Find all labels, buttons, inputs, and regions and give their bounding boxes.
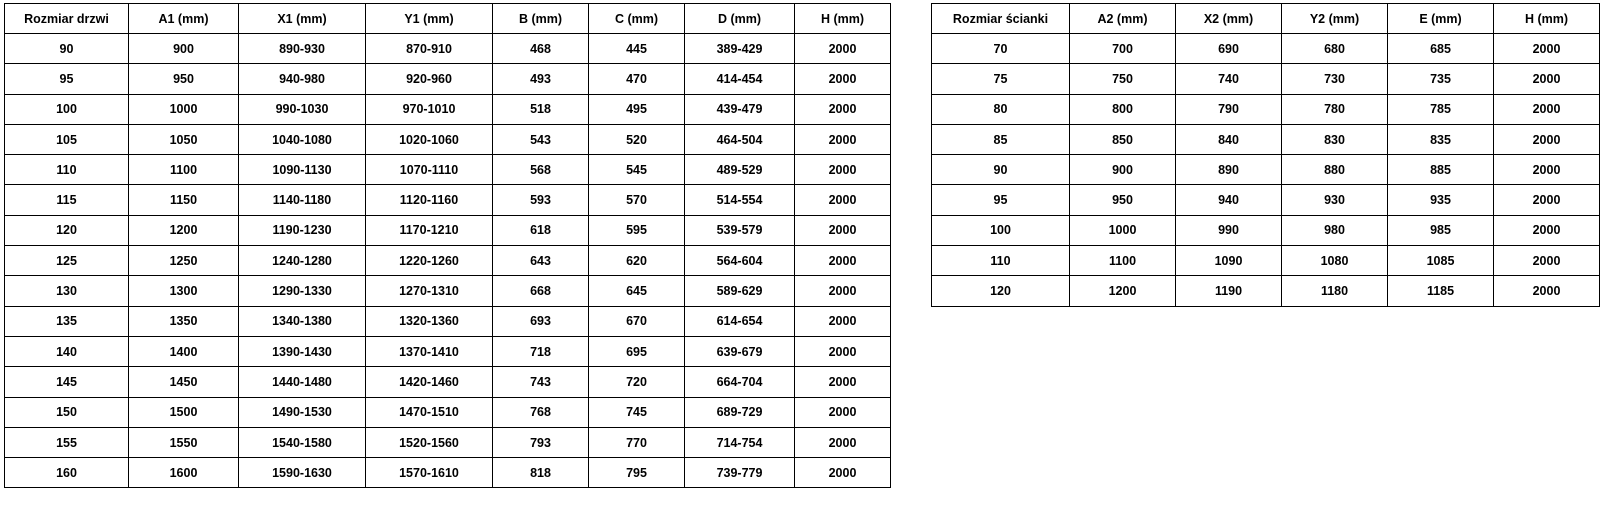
table-cell: 1550 (129, 427, 239, 457)
table-cell: 464-504 (685, 124, 795, 154)
table-cell: 714-754 (685, 427, 795, 457)
table-cell: 1340-1380 (239, 306, 366, 336)
column-header: D (mm) (685, 4, 795, 34)
table-cell: 2000 (795, 215, 891, 245)
table-cell: 1520-1560 (366, 427, 493, 457)
table-cell: 920-960 (366, 64, 493, 94)
table-cell: 1500 (129, 397, 239, 427)
table-cell: 115 (5, 185, 129, 215)
table-cell: 470 (589, 64, 685, 94)
table-cell: 1090-1130 (239, 155, 366, 185)
table-cell: 80 (932, 94, 1070, 124)
table-cell: 870-910 (366, 34, 493, 64)
table-cell: 1270-1310 (366, 276, 493, 306)
table-cell: 2000 (795, 306, 891, 336)
table-cell: 690 (1176, 34, 1282, 64)
column-header: Rozmiar ścianki (932, 4, 1070, 34)
table-cell: 2000 (795, 64, 891, 94)
table-cell: 1570-1610 (366, 458, 493, 488)
table-cell: 680 (1282, 34, 1388, 64)
table-row (5, 34, 891, 64)
table-cell: 1220-1260 (366, 246, 493, 276)
table-cell: 1020-1060 (366, 124, 493, 154)
table-cell: 768 (493, 397, 589, 427)
table-cell: 818 (493, 458, 589, 488)
table-cell: 685 (1388, 34, 1494, 64)
table-cell: 1090 (1176, 246, 1282, 276)
table-cell: 545 (589, 155, 685, 185)
walls-dimensions-table-container (931, 3, 1600, 307)
table-cell: 1390-1430 (239, 336, 366, 366)
table-cell: 2000 (795, 276, 891, 306)
table-header-row (5, 4, 891, 34)
table-cell: 1450 (129, 367, 239, 397)
table-row (5, 155, 891, 185)
walls-dimensions-table (931, 3, 1600, 307)
table-cell: 493 (493, 64, 589, 94)
table-cell: 693 (493, 306, 589, 336)
table-cell: 1040-1080 (239, 124, 366, 154)
table-cell: 700 (1070, 34, 1176, 64)
table-cell: 1400 (129, 336, 239, 366)
table-row (5, 367, 891, 397)
table-cell: 2000 (795, 458, 891, 488)
table-cell: 668 (493, 276, 589, 306)
table-cell: 568 (493, 155, 589, 185)
table-header-row (932, 4, 1600, 34)
table-row (5, 427, 891, 457)
table-row (5, 397, 891, 427)
column-header: Y1 (mm) (366, 4, 493, 34)
table-cell: 2000 (1494, 124, 1600, 154)
table-cell: 880 (1282, 155, 1388, 185)
table-cell: 890 (1176, 155, 1282, 185)
table-cell: 155 (5, 427, 129, 457)
table-cell: 750 (1070, 64, 1176, 94)
table-cell: 1185 (1388, 276, 1494, 306)
table-cell: 1370-1410 (366, 336, 493, 366)
table-cell: 2000 (1494, 215, 1600, 245)
table-cell: 105 (5, 124, 129, 154)
table-row (5, 246, 891, 276)
column-header: A2 (mm) (1070, 4, 1176, 34)
column-header: A1 (mm) (129, 4, 239, 34)
table-cell: 1070-1110 (366, 155, 493, 185)
column-header: X2 (mm) (1176, 4, 1282, 34)
table-cell: 1320-1360 (366, 306, 493, 336)
table-cell: 90 (932, 155, 1070, 185)
table-cell: 1180 (1282, 276, 1388, 306)
table-cell: 2000 (795, 246, 891, 276)
table-cell: 740 (1176, 64, 1282, 94)
table-cell: 468 (493, 34, 589, 64)
table-cell: 90 (5, 34, 129, 64)
table-cell: 145 (5, 367, 129, 397)
table-cell: 614-654 (685, 306, 795, 336)
table-cell: 1190 (1176, 276, 1282, 306)
table-cell: 800 (1070, 94, 1176, 124)
table-cell: 2000 (1494, 34, 1600, 64)
table-cell: 1600 (129, 458, 239, 488)
table-cell: 110 (932, 246, 1070, 276)
doors-table-body (5, 34, 891, 488)
table-cell: 950 (129, 64, 239, 94)
table-cell: 414-454 (685, 64, 795, 94)
table-cell: 793 (493, 427, 589, 457)
table-cell: 1440-1480 (239, 367, 366, 397)
table-cell: 1190-1230 (239, 215, 366, 245)
table-cell: 790 (1176, 94, 1282, 124)
table-cell: 1170-1210 (366, 215, 493, 245)
walls-table-header (932, 4, 1600, 34)
table-cell: 2000 (1494, 94, 1600, 124)
table-cell: 160 (5, 458, 129, 488)
table-cell: 2000 (795, 367, 891, 397)
table-row (5, 185, 891, 215)
table-cell: 570 (589, 185, 685, 215)
table-cell: 2000 (795, 34, 891, 64)
table-row (932, 64, 1600, 94)
table-row (5, 336, 891, 366)
table-cell: 620 (589, 246, 685, 276)
table-cell: 2000 (795, 185, 891, 215)
column-header: Y2 (mm) (1282, 4, 1388, 34)
table-cell: 100 (5, 94, 129, 124)
table-cell: 1000 (129, 94, 239, 124)
table-cell: 514-554 (685, 185, 795, 215)
table-cell: 950 (1070, 185, 1176, 215)
table-cell: 930 (1282, 185, 1388, 215)
table-cell: 2000 (1494, 64, 1600, 94)
table-cell: 595 (589, 215, 685, 245)
table-row (932, 155, 1600, 185)
table-cell: 130 (5, 276, 129, 306)
table-cell: 1350 (129, 306, 239, 336)
table-cell: 850 (1070, 124, 1176, 154)
table-row (5, 306, 891, 336)
table-row (5, 94, 891, 124)
table-cell: 1200 (129, 215, 239, 245)
table-cell: 95 (5, 64, 129, 94)
table-cell: 1290-1330 (239, 276, 366, 306)
table-cell: 785 (1388, 94, 1494, 124)
table-cell: 743 (493, 367, 589, 397)
table-cell: 2000 (795, 397, 891, 427)
table-cell: 120 (932, 276, 1070, 306)
column-header: E (mm) (1388, 4, 1494, 34)
table-cell: 150 (5, 397, 129, 427)
table-cell: 1590-1630 (239, 458, 366, 488)
table-cell: 745 (589, 397, 685, 427)
table-cell: 735 (1388, 64, 1494, 94)
table-row (932, 276, 1600, 306)
table-cell: 718 (493, 336, 589, 366)
walls-table-body (932, 34, 1600, 307)
table-cell: 110 (5, 155, 129, 185)
table-cell: 940 (1176, 185, 1282, 215)
column-header: Rozmiar drzwi (5, 4, 129, 34)
table-cell: 593 (493, 185, 589, 215)
doors-dimensions-table (4, 3, 891, 488)
table-row (5, 276, 891, 306)
table-cell: 1470-1510 (366, 397, 493, 427)
table-cell: 940-980 (239, 64, 366, 94)
column-header: B (mm) (493, 4, 589, 34)
table-cell: 840 (1176, 124, 1282, 154)
table-cell: 985 (1388, 215, 1494, 245)
table-cell: 564-604 (685, 246, 795, 276)
table-row (5, 458, 891, 488)
table-cell: 1050 (129, 124, 239, 154)
table-row (5, 124, 891, 154)
table-cell: 135 (5, 306, 129, 336)
table-cell: 835 (1388, 124, 1494, 154)
table-cell: 2000 (795, 124, 891, 154)
table-cell: 695 (589, 336, 685, 366)
table-cell: 589-629 (685, 276, 795, 306)
table-cell: 439-479 (685, 94, 795, 124)
table-cell: 2000 (795, 336, 891, 366)
table-cell: 664-704 (685, 367, 795, 397)
table-cell: 1085 (1388, 246, 1494, 276)
column-header: H (mm) (795, 4, 891, 34)
table-row (932, 34, 1600, 64)
table-cell: 689-729 (685, 397, 795, 427)
table-cell: 1140-1180 (239, 185, 366, 215)
table-cell: 2000 (1494, 246, 1600, 276)
table-cell: 1100 (129, 155, 239, 185)
table-cell: 539-579 (685, 215, 795, 245)
table-cell: 935 (1388, 185, 1494, 215)
table-cell: 1420-1460 (366, 367, 493, 397)
table-cell: 1540-1580 (239, 427, 366, 457)
table-row (932, 215, 1600, 245)
table-cell: 780 (1282, 94, 1388, 124)
table-cell: 618 (493, 215, 589, 245)
table-cell: 2000 (1494, 276, 1600, 306)
table-cell: 1240-1280 (239, 246, 366, 276)
column-header: X1 (mm) (239, 4, 366, 34)
table-row (932, 124, 1600, 154)
table-cell: 140 (5, 336, 129, 366)
table-cell: 885 (1388, 155, 1494, 185)
table-row (5, 215, 891, 245)
table-cell: 990 (1176, 215, 1282, 245)
table-cell: 495 (589, 94, 685, 124)
table-cell: 445 (589, 34, 685, 64)
table-cell: 730 (1282, 64, 1388, 94)
table-cell: 900 (129, 34, 239, 64)
table-cell: 643 (493, 246, 589, 276)
table-cell: 670 (589, 306, 685, 336)
table-cell: 795 (589, 458, 685, 488)
table-cell: 518 (493, 94, 589, 124)
table-cell: 2000 (795, 155, 891, 185)
table-row (932, 185, 1600, 215)
table-cell: 2000 (1494, 185, 1600, 215)
table-cell: 75 (932, 64, 1070, 94)
table-row (932, 94, 1600, 124)
table-cell: 639-679 (685, 336, 795, 366)
doors-table-header (5, 4, 891, 34)
table-cell: 1300 (129, 276, 239, 306)
table-cell: 1120-1160 (366, 185, 493, 215)
table-cell: 890-930 (239, 34, 366, 64)
table-cell: 1250 (129, 246, 239, 276)
table-cell: 2000 (795, 427, 891, 457)
table-cell: 100 (932, 215, 1070, 245)
table-cell: 645 (589, 276, 685, 306)
column-header: C (mm) (589, 4, 685, 34)
table-cell: 1150 (129, 185, 239, 215)
table-cell: 520 (589, 124, 685, 154)
table-cell: 1200 (1070, 276, 1176, 306)
doors-dimensions-table-container (4, 3, 891, 488)
table-cell: 2000 (795, 94, 891, 124)
column-header: H (mm) (1494, 4, 1600, 34)
table-cell: 980 (1282, 215, 1388, 245)
table-cell: 125 (5, 246, 129, 276)
table-cell: 1080 (1282, 246, 1388, 276)
table-cell: 770 (589, 427, 685, 457)
table-cell: 85 (932, 124, 1070, 154)
table-cell: 1490-1530 (239, 397, 366, 427)
table-cell: 739-779 (685, 458, 795, 488)
table-cell: 543 (493, 124, 589, 154)
table-cell: 389-429 (685, 34, 795, 64)
table-cell: 720 (589, 367, 685, 397)
table-cell: 830 (1282, 124, 1388, 154)
table-cell: 1100 (1070, 246, 1176, 276)
table-cell: 1000 (1070, 215, 1176, 245)
table-row (932, 246, 1600, 276)
table-cell: 489-529 (685, 155, 795, 185)
table-cell: 120 (5, 215, 129, 245)
table-cell: 95 (932, 185, 1070, 215)
table-cell: 900 (1070, 155, 1176, 185)
table-cell: 990-1030 (239, 94, 366, 124)
table-cell: 970-1010 (366, 94, 493, 124)
table-row (5, 64, 891, 94)
table-cell: 2000 (1494, 155, 1600, 185)
table-cell: 70 (932, 34, 1070, 64)
